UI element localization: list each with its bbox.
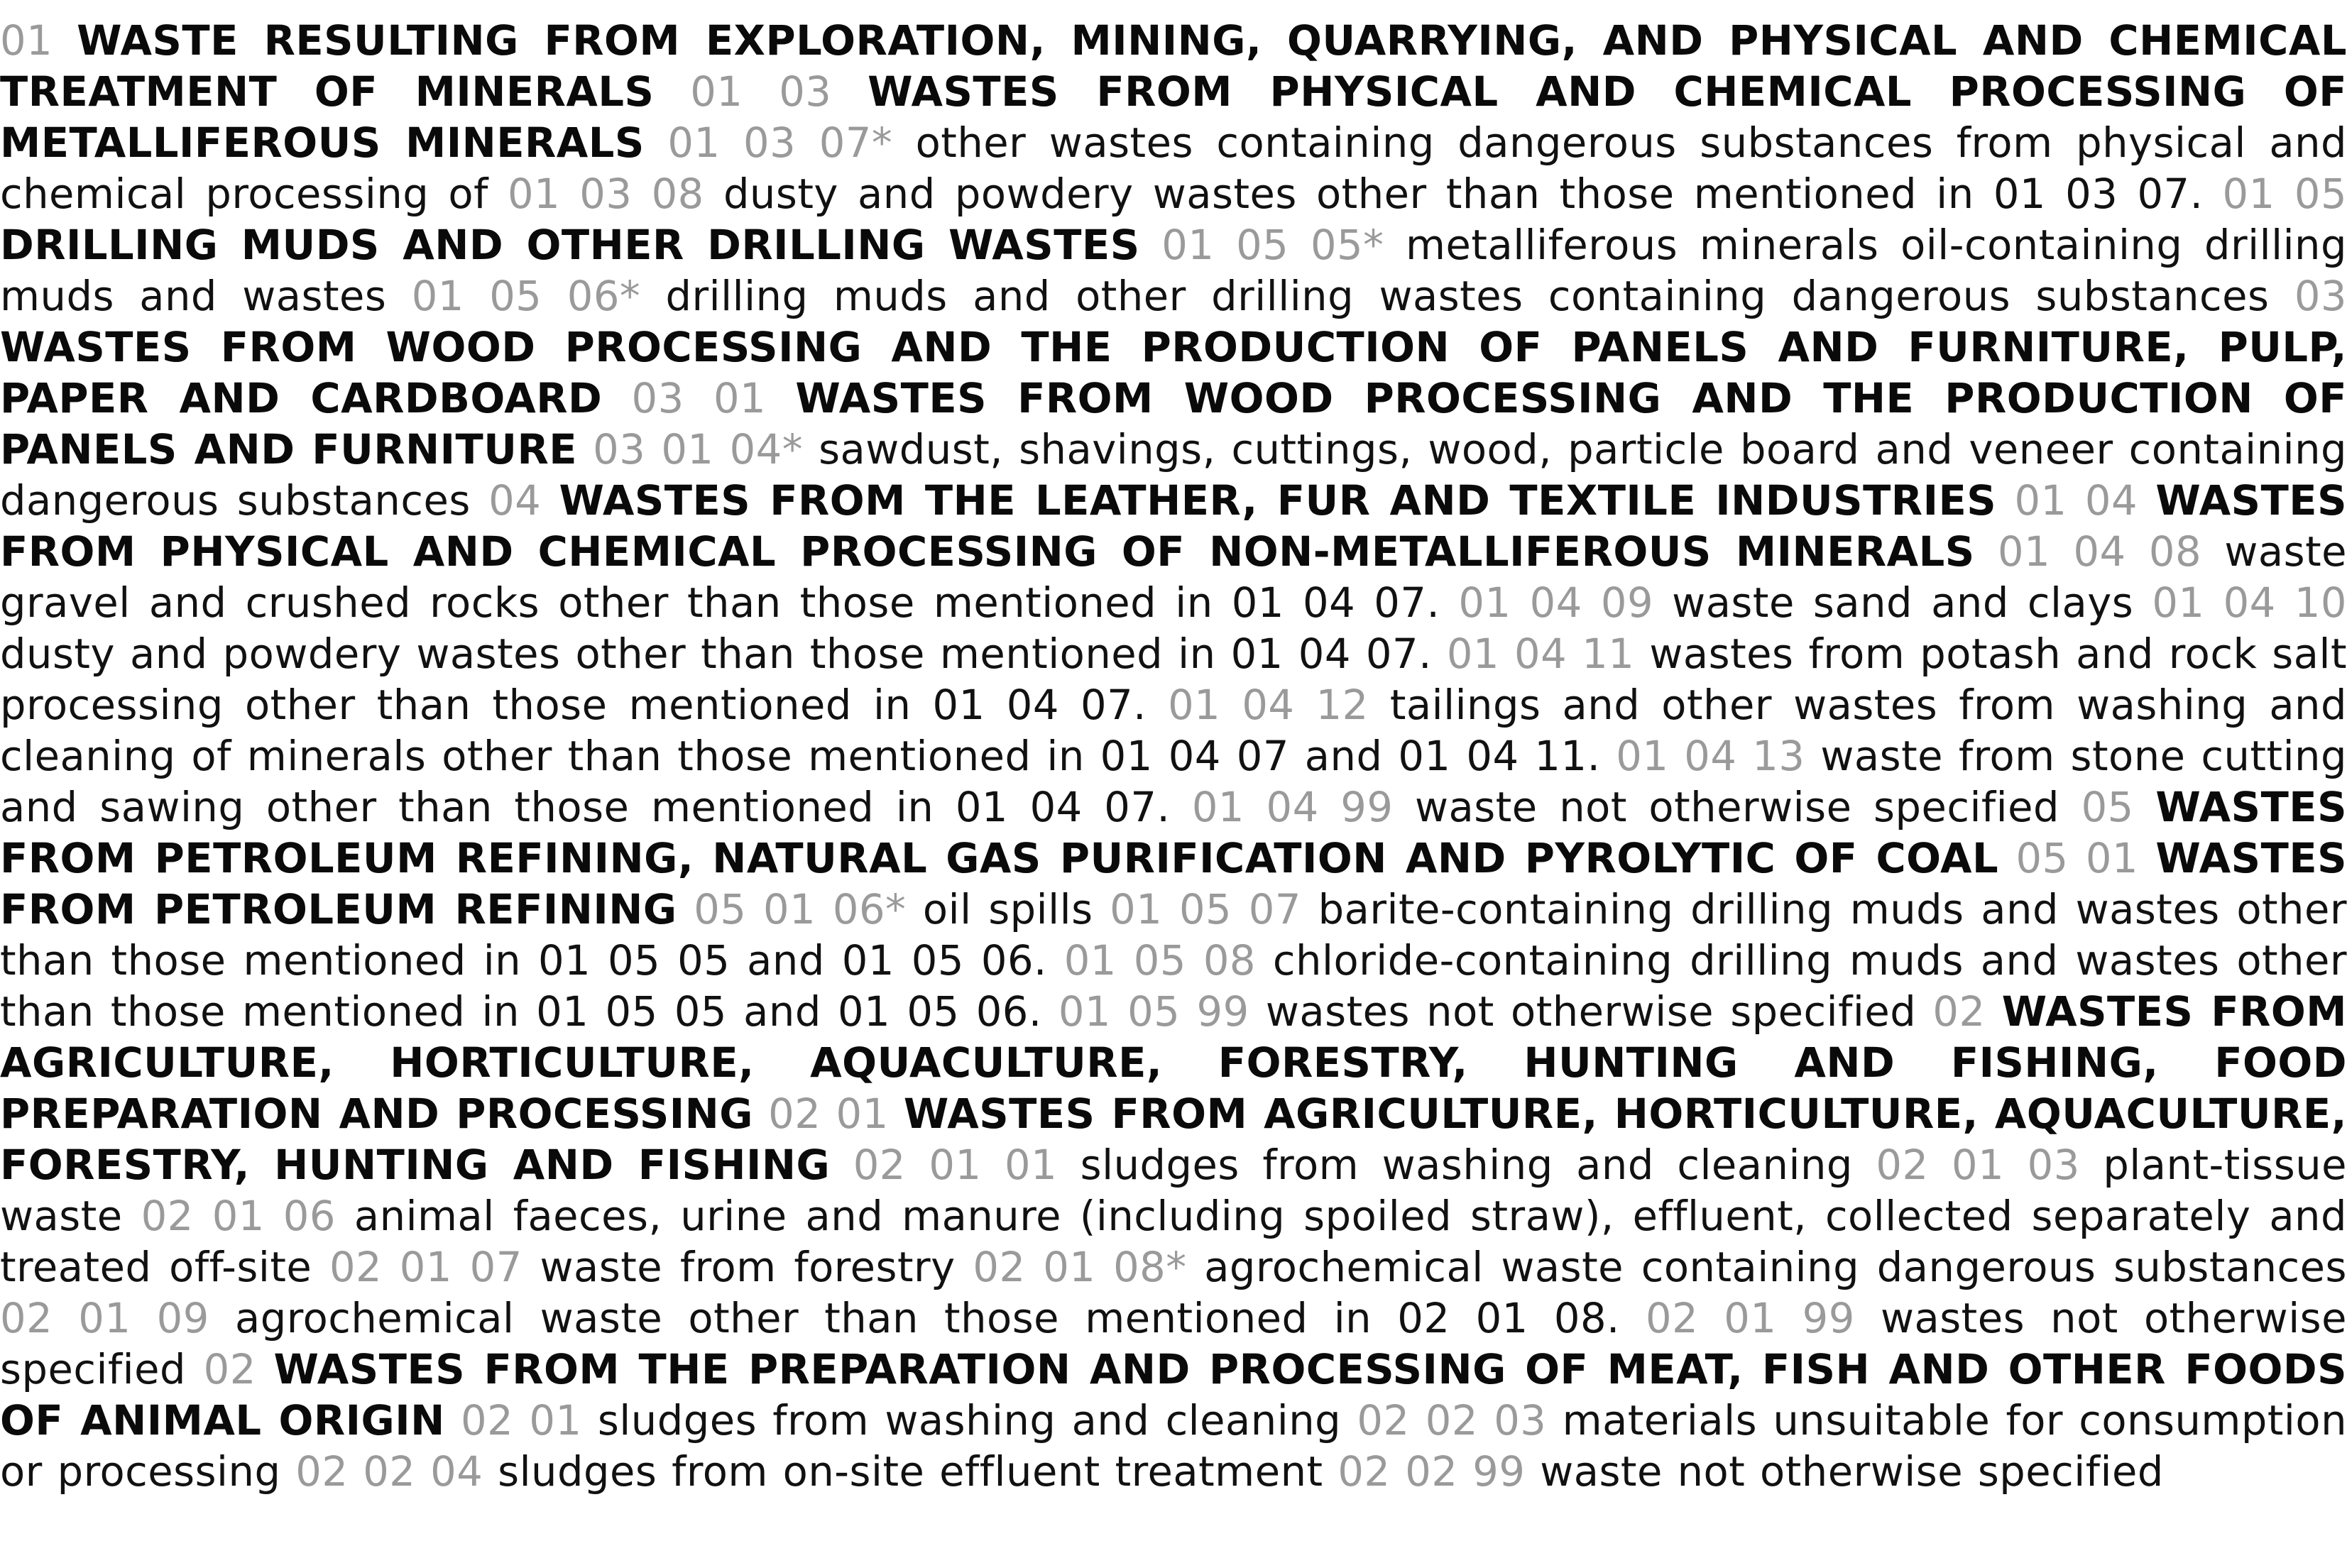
entry-code: 01 04 08 [1998,528,2202,576]
entry-code: 02 01 [768,1090,889,1138]
entry-code: 05 01 [2015,835,2139,882]
entry-code: 05 [2081,784,2134,831]
entry-code: 02 01 06 [141,1193,336,1240]
entry-description: animal faeces, urine and manure (including spoiled straw), effluent, collected separately and treated off-site [0,1193,2347,1291]
entry-code: 02 02 04 [295,1448,483,1496]
entry-code: 02 01 [461,1397,582,1444]
entry-code: 02 01 03 [1876,1141,2080,1189]
entry-heading: WASTES FROM AGRICULTURE, HORTICULTURE, AQUACULTURE, FORESTRY, HUNTING AND FISHING, FOOD PREPARATION AND PROCESSING [0,988,2347,1138]
entry-description: waste sand and clays [1672,579,2134,627]
entry-description: agrochemical waste other than those mentioned in 02 01 08. [234,1295,1620,1342]
entry-heading: WASTE RESULTING FROM EXPLORATION, MINING, QUARRYING, AND PHYSICAL AND CHEMICAL TREATMENT OF MINERALS [0,17,2347,116]
entry-code: 02 01 99 [1645,1295,1855,1342]
entry-heading: WASTES FROM WOOD PROCESSING AND THE PRODUCTION OF PANELS AND FURNITURE [0,375,2347,473]
entry-code: 02 01 08* [973,1244,1187,1291]
entry-description: waste from stone cutting and sawing other than those mentioned in 01 04 07. [0,733,2347,831]
entry-heading: WASTES FROM AGRICULTURE, HORTICULTURE, AQUACULTURE, FORESTRY, HUNTING AND FISHING [0,1090,2347,1189]
entry-code: 02 02 03 [1357,1397,1547,1444]
entry-code: 01 05 08 [1063,937,1257,985]
entry-code: 05 01 06* [694,886,907,933]
entry-code: 01 04 13 [1616,733,1805,780]
entry-code: 02 01 01 [853,1141,1058,1189]
entry-code: 01 04 99 [1191,784,1394,831]
entry-code: 02 01 09 [0,1295,209,1342]
entry-heading: WASTES FROM THE PREPARATION AND PROCESSING OF MEAT, FISH AND OTHER FOODS OF ANIMAL ORIGIN [0,1346,2347,1444]
entry-description: tailings and other wastes from washing and cleaning of minerals other than those mentioned in 01 04 07 and 01 04 11. [0,681,2347,780]
entry-heading: DRILLING MUDS AND OTHER DRILLING WASTES [0,221,1140,269]
entry-code: 04 [488,477,542,525]
entry-description: dusty and powdery wastes other than those mentioned in 01 04 07. [0,630,1432,678]
entry-description: chloride-containing drilling muds and wastes other than those mentioned in 01 05 05 and 01 05 06. [0,937,2347,1036]
entry-code: 01 04 [2014,477,2138,525]
entry-heading: WASTES FROM THE LEATHER, FUR AND TEXTILE INDUSTRIES [559,477,1997,525]
entry-description: sawdust, shavings, cuttings, wood, particle board and veneer containing dangerous substances [0,426,2347,525]
entry-code: 02 01 07 [329,1244,523,1291]
entry-code: 01 04 10 [2152,579,2347,627]
entry-description: materials unsuitable for consumption or processing [0,1397,2347,1496]
waste-code-document [0,16,2347,1498]
entry-code: 02 [203,1346,256,1393]
entry-description: waste not otherwise specified [1540,1448,2164,1496]
entry-heading: WASTES FROM WOOD PROCESSING AND THE PRODUCTION OF PANELS AND FURNITURE, PULP, PAPER AND CARDBOARD [0,324,2347,422]
entry-heading: WASTES FROM PETROLEUM REFINING, NATURAL GAS PURIFICATION AND PYROLYTIC OF COAL [0,784,2347,882]
entry-code: 03 01 [631,375,767,422]
entry-code: 01 05 07 [1110,886,1301,933]
entry-code: 01 [0,17,53,65]
entry-code: 01 03 08 [507,170,704,218]
entry-code: 02 02 99 [1337,1448,1526,1496]
entry-description: agrochemical waste containing dangerous substances [1204,1244,2347,1291]
entry-description: dusty and powdery wastes other than those mentioned in 01 03 07. [723,170,2204,218]
entry-description: oil spills [922,886,1093,933]
entry-description: metalliferous minerals oil-containing drilling muds and wastes [0,221,2347,320]
entry-heading: WASTES FROM PHYSICAL AND CHEMICAL PROCESSING OF METALLIFEROUS MINERALS [0,68,2347,167]
entry-heading: WASTES FROM PHYSICAL AND CHEMICAL PROCESSING OF NON-METALLIFEROUS MINERALS [0,477,2347,576]
entry-description: drilling muds and other drilling wastes containing dangerous substances [665,273,2270,320]
entry-description: barite-containing drilling muds and wastes other than those mentioned in 01 05 05 and 01 05 06. [0,886,2347,985]
entry-description: sludges from washing and cleaning [597,1397,1342,1444]
entry-code: 01 04 09 [1458,579,1654,627]
entry-code: 03 [2294,273,2347,320]
entry-description: sludges from on-site effluent treatment [498,1448,1323,1496]
entry-code: 01 04 11 [1446,630,1635,678]
entry-code: 01 05 06* [411,273,641,320]
entry-code: 01 03 07* [667,119,893,167]
entry-description: waste gravel and crushed rocks other than those mentioned in 01 04 07. [0,528,2347,627]
entry-code: 01 05 [2222,170,2347,218]
entry-description: plant-tissue waste [0,1141,2347,1240]
entry-code: 01 05 99 [1058,988,1249,1036]
entry-code: 01 03 [690,68,832,116]
entry-code: 01 05 05* [1161,221,1384,269]
entry-code: 02 [1932,988,1986,1036]
entry-code: 03 01 04* [593,426,803,473]
entry-description: wastes not otherwise specified [1265,988,1917,1036]
entry-heading: WASTES FROM PETROLEUM REFINING [0,835,2347,933]
entry-description: wastes not otherwise specified [0,1295,2347,1393]
entry-description: wastes from potash and rock salt processing other than those mentioned in 01 04 07. [0,630,2347,729]
entry-description: other wastes containing dangerous substances from physical and chemical processing of [0,119,2347,218]
entry-description: waste from forestry [540,1244,956,1291]
entry-description: sludges from washing and cleaning [1080,1141,1853,1189]
entry-description: waste not otherwise specified [1415,784,2060,831]
entry-code: 01 04 12 [1168,681,1369,729]
